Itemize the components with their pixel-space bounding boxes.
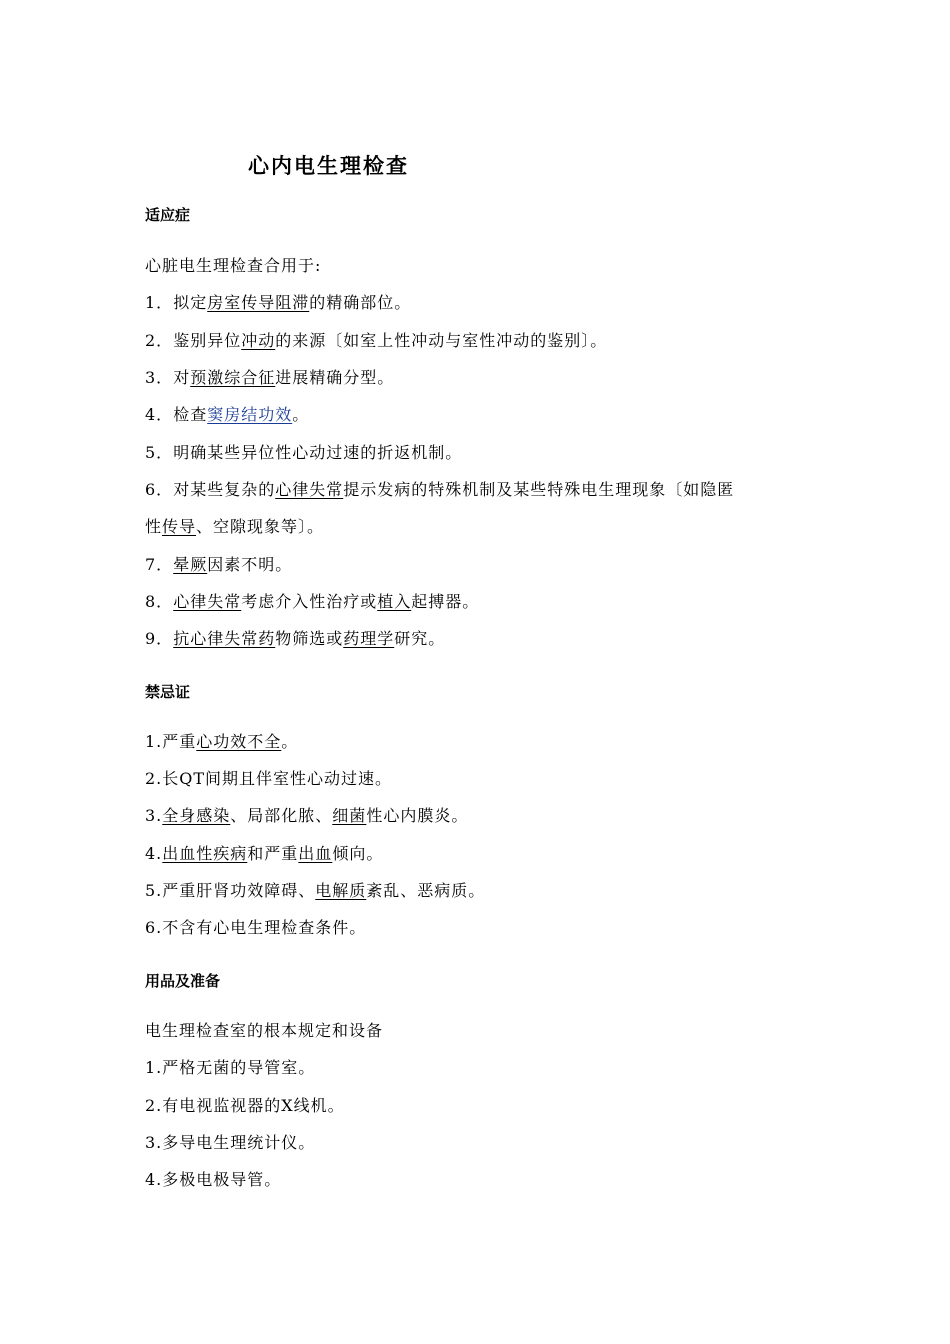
underlined-term: 电解质 — [315, 881, 367, 900]
underlined-term: 心律失常 — [173, 592, 242, 611]
supplies-item-4: 4.多极电极导管。 — [145, 1170, 282, 1189]
section-heading-indications: 适应症 — [145, 206, 191, 224]
underlined-term: 抗心律失常药 — [173, 629, 276, 648]
indication-item-6-continued: 性传导、空隙现象等〕。 — [145, 517, 325, 536]
indication-item-8: 8．心律失常考虑介入性治疗或植入起搏器。 — [145, 592, 480, 611]
hyperlink-term[interactable]: 窦房结功效 — [207, 405, 293, 424]
underlined-term: 传导 — [162, 517, 197, 536]
indication-item-3: 3．对预激综合征进展精确分型。 — [145, 368, 395, 387]
contraindication-item-3: 3.全身感染、局部化脓、细菌性心内膜炎。 — [145, 806, 469, 825]
underlined-term: 药理学 — [343, 629, 395, 648]
underlined-term: 出血 — [298, 844, 333, 863]
underlined-term: 出血性疾病 — [162, 844, 248, 863]
underlined-term: 房室传导阻滞 — [207, 293, 310, 312]
supplies-item-3: 3.多导电生理统计仪。 — [145, 1133, 316, 1152]
underlined-term: 全身感染 — [162, 806, 231, 825]
contraindication-item-6: 6.不含有心电生理检查条件。 — [145, 918, 367, 937]
underlined-term: 冲动 — [241, 331, 276, 350]
supplies-item-1: 1.严格无菌的导管室。 — [145, 1058, 316, 1077]
underlined-term: 植入 — [377, 592, 412, 611]
section-heading-supplies: 用品及准备 — [145, 972, 221, 990]
underlined-term: 心功效不全 — [196, 732, 282, 751]
page-title: 心内电生理检查 — [248, 154, 409, 178]
contraindication-item-2: 2.长QT间期且伴室性心动过速。 — [145, 769, 393, 788]
supplies-intro: 电生理检查室的根本规定和设备 — [145, 1021, 384, 1040]
contraindication-item-4: 4.出血性疾病和严重出血倾向。 — [145, 844, 384, 863]
underlined-term: 细菌 — [332, 806, 367, 825]
indication-item-1: 1．拟定房室传导阻滞的精确部位。 — [145, 293, 412, 312]
indication-item-6: 6．对某些复杂的心律失常提示发病的特殊机制及某些特殊电生理现象〔如隐匿 — [145, 480, 735, 499]
contraindication-item-1: 1.严重心功效不全。 — [145, 732, 299, 751]
indication-item-5: 5．明确某些异位性心动过速的折返机制。 — [145, 443, 463, 462]
underlined-term: 晕厥 — [173, 555, 208, 574]
supplies-item-2: 2.有电视监视器的X线机。 — [145, 1096, 345, 1115]
underlined-term: 心律失常 — [275, 480, 344, 499]
indication-item-4: 4．检查窦房结功效。 — [145, 405, 310, 424]
underlined-term: 预激综合征 — [190, 368, 276, 387]
indications-intro: 心脏电生理检查合用于: — [145, 256, 322, 275]
indication-item-7: 7．晕厥因素不明。 — [145, 555, 293, 574]
section-heading-contraindications: 禁忌证 — [145, 683, 191, 701]
indication-item-2: 2．鉴别异位冲动的来源〔如室上性冲动与室性冲动的鉴别〕。 — [145, 331, 608, 350]
contraindication-item-5: 5.严重肝肾功效障碍、电解质紊乱、恶病质。 — [145, 881, 486, 900]
indication-item-9: 9．抗心律失常药物筛选或药理学研究。 — [145, 629, 446, 648]
